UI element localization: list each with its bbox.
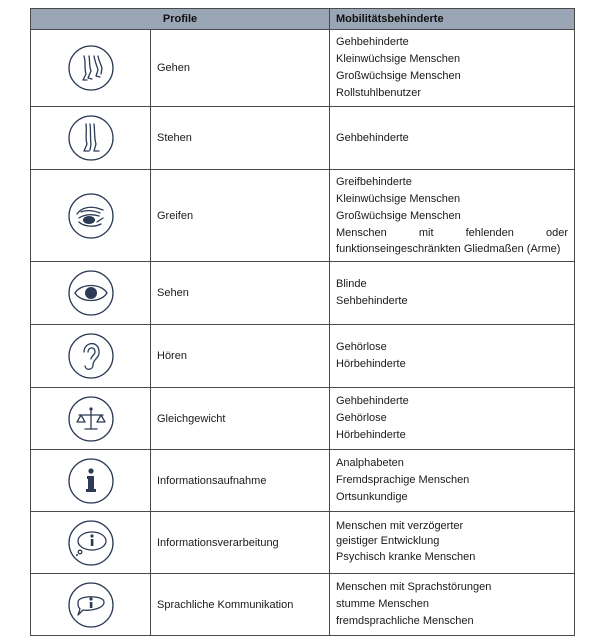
table-row bbox=[31, 512, 575, 574]
grasping-hand-icon bbox=[67, 192, 115, 240]
profile-name: Gehen bbox=[151, 30, 330, 107]
table-row bbox=[31, 262, 575, 325]
list-item: Gehbehinderte bbox=[336, 395, 409, 407]
list-item: Analphabeten bbox=[336, 457, 404, 469]
group-list bbox=[330, 574, 575, 636]
list-item: Psychisch kranke Menschen bbox=[336, 551, 476, 563]
icon-cell bbox=[31, 170, 151, 262]
walking-legs-icon bbox=[67, 44, 115, 92]
profile-name: Hören bbox=[151, 325, 330, 388]
list-item: Menschen mit fehlenden oder funktionseingeschränkten Gliedmaßen (Arme) bbox=[336, 227, 569, 255]
icon-cell bbox=[31, 450, 151, 512]
list-item: Ortsunkundige bbox=[336, 491, 408, 503]
list-item: Gehörlose bbox=[336, 341, 387, 353]
list-item: Gehörlose bbox=[336, 412, 387, 424]
group-list bbox=[330, 325, 575, 388]
group-list bbox=[330, 170, 575, 262]
group-list bbox=[330, 262, 575, 325]
list-item: Gehbehinderte bbox=[336, 131, 409, 144]
table-row bbox=[31, 450, 575, 512]
info-icon bbox=[67, 457, 115, 505]
speech-bubble-info-icon bbox=[67, 581, 115, 629]
profile-name: Gleichgewicht bbox=[151, 388, 330, 450]
list-item: Großwüchsige Menschen bbox=[336, 70, 461, 82]
table-row bbox=[31, 388, 575, 450]
list-item: Gehbehinderte bbox=[336, 36, 409, 48]
list-item: Großwüchsige Menschen bbox=[336, 210, 461, 222]
list-item: Blinde bbox=[336, 278, 367, 290]
list-item: stumme Menschen bbox=[336, 598, 429, 610]
group-list bbox=[330, 512, 575, 574]
list-item: Hörbehinderte bbox=[336, 429, 406, 441]
icon-cell bbox=[31, 325, 151, 388]
list-item: fremdsprachliche Menschen bbox=[336, 615, 474, 627]
profile-name: Informationsaufnahme bbox=[151, 450, 330, 512]
list-item: Menschen mit verzögerter geistiger Entwicklung bbox=[336, 520, 464, 547]
group-list bbox=[330, 30, 575, 107]
icon-cell bbox=[31, 388, 151, 450]
profile-name: Stehen bbox=[151, 107, 330, 170]
profile-name: Sprachliche Kommunikation bbox=[151, 574, 330, 636]
list-item: Menschen mit Sprachstörungen bbox=[336, 581, 492, 593]
table-row bbox=[31, 170, 575, 262]
table-row bbox=[31, 574, 575, 636]
group-list bbox=[330, 388, 575, 450]
balance-scale-icon bbox=[67, 395, 115, 443]
list-item: Greifbehinderte bbox=[336, 176, 412, 188]
group-list bbox=[330, 107, 575, 170]
eye-icon bbox=[67, 269, 115, 317]
list-item: Kleinwüchsige Menschen bbox=[336, 53, 461, 65]
list-item: Fremdsprachige Menschen bbox=[336, 474, 470, 486]
header-profile: Profile bbox=[31, 9, 330, 30]
header-mobility-impaired: Mobilitätsbehinderte bbox=[330, 9, 575, 30]
profile-name: Informationsverarbeitung bbox=[151, 512, 330, 574]
standing-legs-icon bbox=[67, 114, 115, 162]
mobility-profiles-table bbox=[30, 8, 575, 636]
thought-bubble-info-icon bbox=[67, 519, 115, 567]
icon-cell bbox=[31, 574, 151, 636]
profile-name: Sehen bbox=[151, 262, 330, 325]
list-item: Sehbehinderte bbox=[336, 295, 408, 307]
icon-cell bbox=[31, 30, 151, 107]
icon-cell bbox=[31, 512, 151, 574]
table-row bbox=[31, 107, 575, 170]
group-list bbox=[330, 450, 575, 512]
list-item: Hörbehinderte bbox=[336, 358, 406, 370]
profile-name: Greifen bbox=[151, 170, 330, 262]
icon-cell bbox=[31, 262, 151, 325]
table-row bbox=[31, 30, 575, 107]
table-header-row bbox=[31, 9, 575, 30]
icon-cell bbox=[31, 107, 151, 170]
ear-icon bbox=[67, 332, 115, 380]
list-item: Kleinwüchsige Menschen bbox=[336, 193, 461, 205]
list-item: Rollstuhlbenutzer bbox=[336, 87, 422, 99]
table-row bbox=[31, 325, 575, 388]
